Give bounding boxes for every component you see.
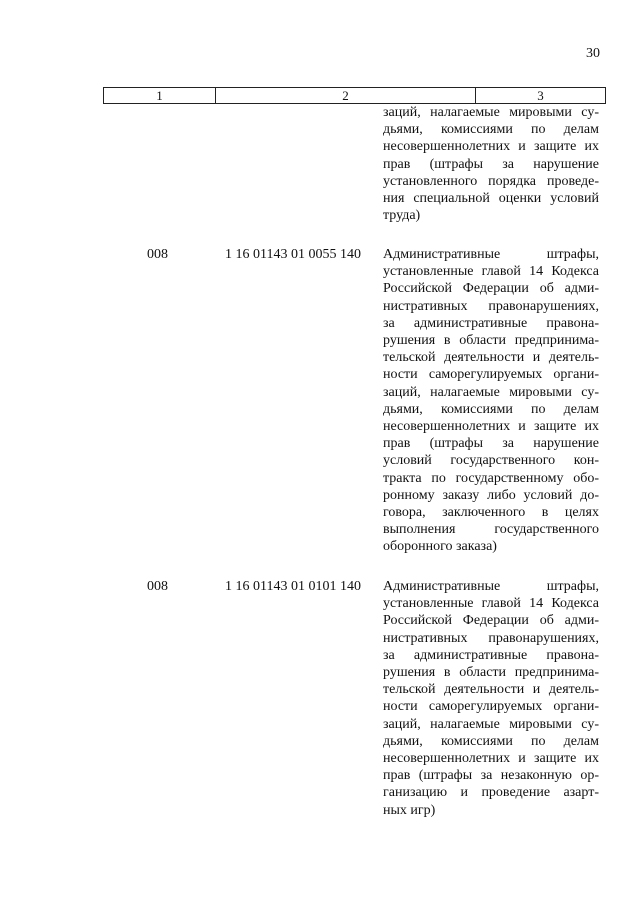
row-kbk: 1 16 01143 01 0101 140 bbox=[225, 579, 361, 594]
description-line: ганизацию и проведение азарт- bbox=[383, 785, 599, 801]
description-line: несовершеннолетних и защите их bbox=[383, 139, 599, 155]
description-line: установленного порядка проведе- bbox=[383, 173, 599, 189]
row-code: 008 bbox=[147, 247, 168, 262]
description-line: тельской деятельности и деятель- bbox=[383, 350, 599, 366]
description-line: выполнения государственного bbox=[383, 522, 599, 538]
description-line: за административные правона- bbox=[383, 315, 599, 331]
description-line: дьями, комиссиями по делам bbox=[383, 733, 599, 749]
description-line: прав (штрафы за незаконную ор- bbox=[383, 768, 599, 784]
row-description bbox=[383, 104, 599, 224]
description-line: тракта по государственному обо- bbox=[383, 470, 599, 486]
description-line: несовершеннолетних и защите их bbox=[383, 419, 599, 435]
description-line: ронному заказу либо условий до- bbox=[383, 487, 599, 503]
description-line: ных игр) bbox=[383, 802, 436, 818]
header-col-2: 2 bbox=[216, 88, 476, 103]
description-line: условий государственного кон- bbox=[383, 453, 599, 469]
description-line: труда) bbox=[383, 208, 421, 224]
description-line: Административные штрафы, bbox=[383, 247, 599, 262]
header-col-1: 1 bbox=[104, 88, 216, 103]
description-line: за административные правона- bbox=[383, 647, 599, 663]
row-description bbox=[383, 578, 599, 819]
description-line: установленные главой 14 Кодекса bbox=[383, 596, 599, 612]
description-line: прав (штрафы за нарушение bbox=[383, 436, 599, 452]
row-description bbox=[383, 246, 599, 556]
description-line: говора, заключенного в целях bbox=[383, 505, 599, 521]
description-line: заций, налагаемые мировыми су- bbox=[383, 105, 599, 120]
description-line: нистративных правонарушениях, bbox=[383, 630, 599, 646]
header-col-3: 3 bbox=[537, 88, 544, 103]
description-line: Российской Федерации об адми- bbox=[383, 613, 599, 629]
description-line: ности саморегулируемых органи- bbox=[383, 367, 599, 383]
description-line: дьями, комиссиями по делам bbox=[383, 401, 599, 417]
description-line: нистративных правонарушениях, bbox=[383, 298, 599, 314]
description-line: прав (штрафы за нарушение bbox=[383, 156, 599, 172]
table-header bbox=[103, 87, 606, 104]
description-line: установленные главой 14 Кодекса bbox=[383, 264, 599, 280]
description-line: дьями, комиссиями по делам bbox=[383, 122, 599, 138]
description-line: рушения в области предпринима- bbox=[383, 333, 599, 349]
description-line: ности саморегулируемых органи- bbox=[383, 699, 599, 715]
description-line: Административные штрафы, bbox=[383, 579, 599, 594]
description-line: несовершеннолетних и защите их bbox=[383, 751, 599, 767]
description-line: ния специальной оценки условий bbox=[383, 191, 599, 207]
row-code: 008 bbox=[147, 579, 168, 594]
description-line: тельской деятельности и деятель- bbox=[383, 682, 599, 698]
row-kbk: 1 16 01143 01 0055 140 bbox=[225, 247, 361, 262]
description-line: рушения в области предпринима- bbox=[383, 665, 599, 681]
description-line: Российской Федерации об адми- bbox=[383, 281, 599, 297]
description-line: заций, налагаемые мировыми су- bbox=[383, 716, 599, 732]
description-line: оборонного заказа) bbox=[383, 539, 497, 555]
page-number: 30 bbox=[586, 46, 600, 61]
description-line: заций, налагаемые мировыми су- bbox=[383, 384, 599, 400]
